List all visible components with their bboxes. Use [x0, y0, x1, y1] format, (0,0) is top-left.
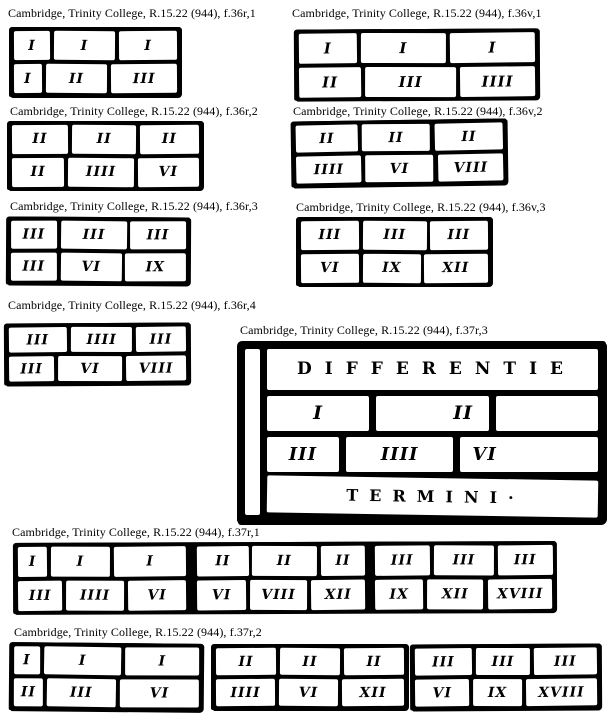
numeral-cell: IIII — [71, 327, 132, 352]
numeral-cell: III — [415, 648, 472, 676]
numeral-cell: VI — [279, 679, 338, 706]
figure-caption-f36v2: Cambridge, Trinity College, R.15.22 (944), f.36v,2 — [293, 104, 543, 118]
numeral-cell: II — [362, 124, 431, 151]
numeral-cell: XVIII — [526, 678, 597, 706]
figure-caption-f36r1: Cambridge, Trinity College, R.15.22 (944), f.36r,1 — [8, 6, 256, 20]
numeral-cell: XII — [311, 579, 366, 609]
table-row — [296, 123, 503, 153]
numeral-cell: II — [140, 125, 199, 154]
facsimile-table-f37r2-block1 — [10, 642, 204, 712]
numeral-cell: III — [130, 221, 186, 249]
numeral-cell: XII — [342, 679, 404, 706]
numeral-cell: III — [267, 437, 339, 472]
differentie-header: DIFFERENTIE — [267, 349, 598, 390]
numeral-cell: VI — [460, 437, 598, 472]
numeral-cell: III — [47, 678, 116, 707]
numeral-cell: XII — [424, 253, 488, 282]
table-row — [14, 31, 177, 60]
numeral-cell: III — [497, 545, 552, 575]
numeral-cell: I — [18, 547, 48, 577]
cell-group — [197, 579, 366, 609]
numeral-cell: IX — [125, 253, 186, 281]
numeral-cell: IIII — [346, 437, 454, 472]
numeral-cell: III — [60, 221, 126, 250]
numeral-cell: VI — [301, 253, 359, 282]
table-row — [11, 221, 186, 250]
numeral-cell: IIII — [66, 580, 124, 610]
cell-group — [18, 580, 187, 610]
table-row — [12, 158, 199, 187]
numeral-cell: IX — [363, 253, 421, 282]
numeral-cell: I — [14, 646, 40, 674]
table-row — [299, 66, 535, 97]
table-row — [415, 679, 597, 707]
facsimile-table-f36v3 — [297, 217, 492, 286]
figure-caption-f36v1: Cambridge, Trinity College, R.15.22 (944), f.36v,1 — [292, 6, 542, 20]
numeral-cell: I — [450, 32, 535, 63]
figure-caption-f36r2: Cambridge, Trinity College, R.15.22 (944), f.36r,2 — [10, 104, 258, 118]
table-row — [9, 356, 186, 382]
numeral-cell: III — [534, 647, 597, 675]
numeral-cell: IIII — [460, 66, 535, 96]
cell-group — [18, 546, 187, 576]
table-row — [301, 254, 488, 283]
table-row — [14, 678, 199, 708]
table-row — [18, 545, 552, 576]
numeral-cell: I — [54, 31, 115, 60]
facsimile-table-f37r2-block2 — [212, 644, 408, 710]
numeral-cell: I — [361, 33, 446, 63]
numeral-cell: IIII — [68, 157, 134, 186]
facsimile-table-f37r1 — [14, 541, 556, 614]
facsimile-table-f36r3 — [7, 217, 190, 286]
numeral-cell: VI — [128, 580, 186, 610]
table-row — [216, 648, 404, 675]
figure-caption-f36v3: Cambridge, Trinity College, R.15.22 (944), f.36v,3 — [296, 200, 546, 214]
numeral-cell: II — [216, 648, 276, 675]
numeral-cell: IIII — [296, 155, 362, 183]
numeral-cell: III — [11, 221, 57, 249]
numeral-cell: VIII — [438, 153, 504, 181]
numeral-cell: III — [11, 253, 57, 281]
numeral-cell: I — [51, 547, 110, 577]
numeral-cell: II — [46, 64, 107, 93]
table-row — [216, 679, 404, 706]
numeral-cell: III — [136, 326, 186, 352]
numeral-cell: VI — [138, 157, 199, 186]
table-row — [296, 154, 503, 184]
numeral-cell: I — [125, 647, 199, 675]
table-row — [11, 253, 186, 282]
numeral-cell: VI — [58, 356, 122, 381]
numeral-cell: I — [119, 31, 177, 60]
table-body — [267, 349, 598, 515]
table-row — [301, 221, 488, 250]
numeral-cell: II — [344, 648, 404, 675]
numeral-cell: II — [296, 124, 359, 152]
facsimile-table-f36r1 — [10, 27, 181, 97]
figure-caption-f36r4: Cambridge, Trinity College, R.15.22 (944), f.36r,4 — [8, 298, 256, 312]
numeral-cell: I — [44, 646, 121, 675]
table-row — [14, 646, 199, 676]
numeral-cell: III — [375, 545, 430, 575]
numeral-cell: I — [267, 396, 369, 431]
numeral-cell: VI — [196, 579, 245, 609]
facsimile-table-f36r2 — [8, 121, 203, 190]
facsimile-table-f37r3 — [237, 341, 606, 523]
table-row — [299, 32, 535, 63]
numeral-cell: III — [301, 221, 359, 250]
figure-caption-f37r2: Cambridge, Trinity College, R.15.22 (944), f.37r,2 — [14, 625, 262, 639]
numeral-cell: I — [14, 64, 42, 93]
table-row — [267, 396, 598, 431]
numeral-cell: II — [376, 396, 489, 431]
numeral-cell: VIII — [126, 355, 186, 381]
numeral-cell: III — [430, 221, 488, 250]
numeral-cell: II — [299, 67, 361, 97]
numeral-cell: III — [363, 221, 427, 250]
numeral-cell: III — [476, 648, 530, 675]
table-row — [12, 125, 199, 154]
numeral-cell: IX — [473, 679, 522, 706]
table-row — [14, 64, 177, 93]
margin-strip — [245, 349, 260, 515]
facsimile-table-f37r2-block3 — [411, 644, 601, 711]
numeral-cell: VI — [415, 679, 470, 707]
numeral-cell: III — [18, 580, 63, 610]
numeral-cell: I — [114, 546, 187, 576]
facsimile-table-f36v2 — [292, 119, 508, 188]
numeral-cell: VIII — [250, 579, 307, 609]
numeral-cell: III — [110, 64, 177, 93]
numeral-cell: IIII — [216, 679, 275, 706]
numeral-cell: II — [12, 125, 68, 154]
figure-caption-f37r1: Cambridge, Trinity College, R.15.22 (944), f.37r,1 — [12, 525, 260, 539]
numeral-cell: XII — [427, 579, 483, 609]
table-row — [18, 579, 552, 610]
numeral-cell: VI — [60, 253, 121, 282]
numeral-cell: VI — [365, 155, 434, 182]
numeral-cell: II — [434, 122, 503, 150]
numeral-cell: III — [9, 356, 54, 382]
figure-caption-f36r3: Cambridge, Trinity College, R.15.22 (944), f.36r,3 — [10, 199, 258, 213]
table-row — [415, 648, 597, 676]
figure-caption-f37r3: Cambridge, Trinity College, R.15.22 (944), f.37r,3 — [240, 323, 488, 337]
facsimile-table-f36r4 — [5, 323, 190, 386]
numeral-cell: II — [14, 678, 43, 706]
numeral-cell: VI — [120, 679, 199, 707]
numeral-cell: II — [321, 546, 365, 576]
cell-group — [375, 545, 552, 575]
numeral-cell: II — [72, 125, 137, 154]
numeral-cell: II — [196, 546, 248, 576]
numeral-cell: III — [433, 545, 493, 575]
numeral-cell: I — [299, 33, 357, 63]
numeral-cell: XVIII — [488, 578, 553, 608]
numeral-cell: I — [14, 31, 50, 60]
numeral-cell: II — [12, 157, 65, 186]
numeral-cell: II — [252, 546, 317, 576]
termini-footer: TERMINI· — [267, 475, 599, 517]
numeral-cell: III — [365, 66, 456, 96]
numeral-cell: IX — [375, 579, 424, 609]
numeral-cell: III — [9, 327, 67, 353]
empty-cell — [496, 396, 598, 431]
table-row — [9, 327, 186, 353]
table-row — [267, 437, 598, 472]
numeral-cell: II — [280, 648, 340, 675]
facsimile-table-f36v1 — [295, 28, 539, 100]
cell-group — [196, 546, 365, 576]
cell-group — [375, 579, 552, 609]
